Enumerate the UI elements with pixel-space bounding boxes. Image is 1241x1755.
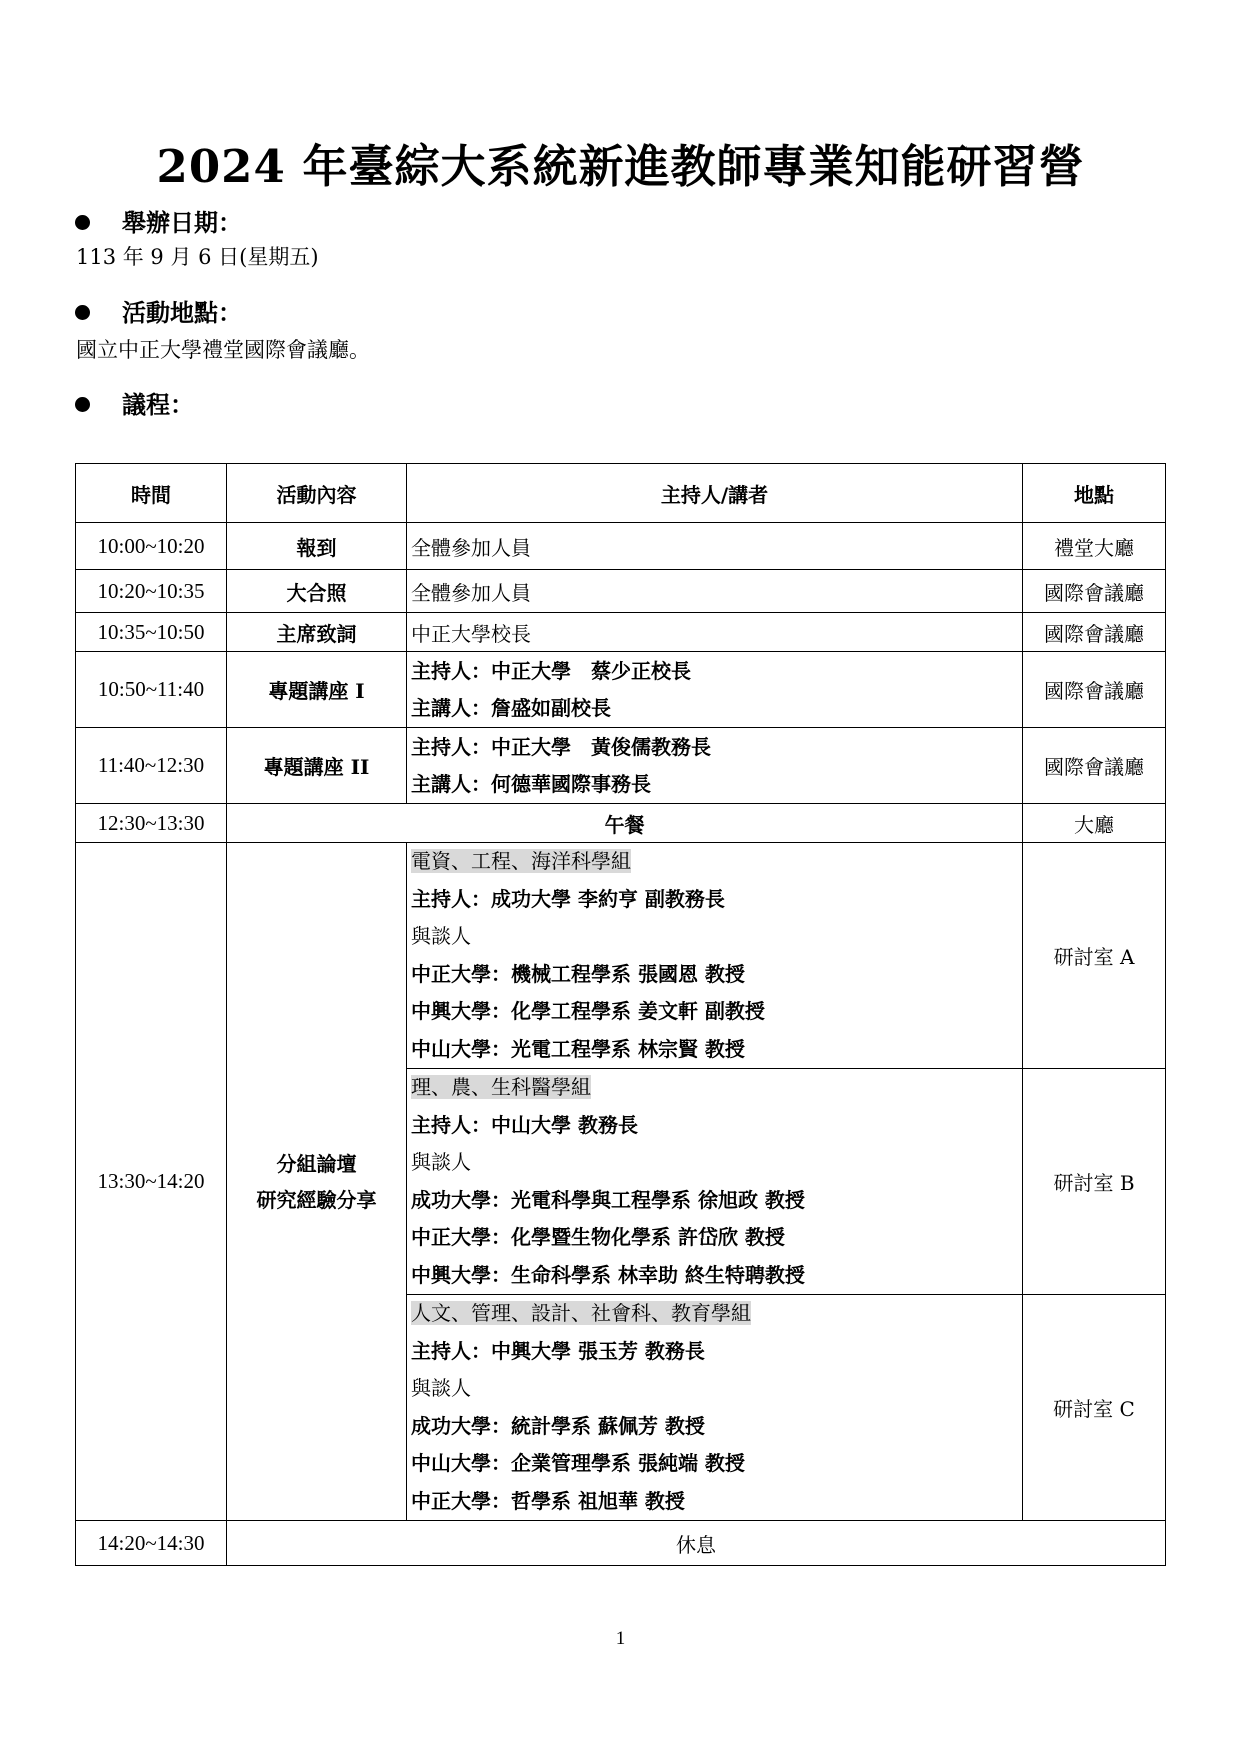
row-activity: 大合照	[227, 570, 407, 613]
row-activity: 休息	[227, 1521, 1166, 1566]
row-time: 12:30~13:30	[76, 804, 227, 843]
table-row	[76, 1521, 1166, 1566]
date-label: 舉辦日期：	[122, 208, 242, 237]
panelist: 中山大學：企業管理學系 張純端 教授	[411, 1451, 745, 1475]
row-activity	[227, 843, 407, 1521]
row-activity: 專題講座 I	[227, 652, 407, 728]
panel-label: 與談人	[411, 1376, 471, 1400]
group-name: 人文、管理、設計、社會科、教育學組	[411, 1301, 751, 1325]
header-host: 主持人/講者	[407, 464, 1023, 523]
activity-line: 研究經驗分享	[256, 1187, 377, 1212]
place-value: 國立中正大學禮堂國際會議廳。	[76, 338, 370, 362]
bullet-icon	[75, 397, 90, 412]
host-line: 主持人：中正大學 黃俊儒教務長	[411, 734, 711, 759]
panelist: 成功大學：統計學系 蘇佩芳 教授	[411, 1413, 705, 1438]
table-row	[76, 804, 1166, 843]
table-row	[76, 523, 1166, 570]
page-title: 2024 年臺綜大系統新進教師專業知能研習營	[156, 140, 1085, 193]
table-row	[76, 843, 1166, 1069]
group-room: 研討室 C	[1023, 1295, 1166, 1521]
panelist: 中正大學：機械工程學系 張國恩 教授	[411, 961, 745, 986]
row-time: 10:00~10:20	[76, 523, 227, 570]
row-activity: 主席致詞	[227, 613, 407, 652]
group-cell	[407, 1295, 1023, 1521]
group-cell	[407, 1069, 1023, 1295]
activity-line: 分組論壇	[276, 1151, 357, 1176]
row-host: 中正大學校長	[407, 613, 1023, 652]
header-time: 時間	[76, 464, 227, 523]
panelist: 中正大學：化學暨生物化學系 許岱欣 教授	[411, 1225, 785, 1249]
panelist: 中正大學：哲學系 祖旭華 教授	[411, 1488, 685, 1513]
panelist: 中興大學：生命科學系 林幸助 終生特聘教授	[411, 1262, 805, 1287]
panelist: 成功大學：光電科學與工程學系 徐旭政 教授	[411, 1187, 805, 1212]
agenda-table	[75, 463, 1166, 1566]
group-host: 主持人：成功大學 李約亨 副教務長	[411, 886, 725, 911]
section-agenda-heading	[75, 385, 194, 420]
bullet-icon	[75, 305, 90, 320]
bullet-icon	[75, 215, 90, 230]
row-time: 10:35~10:50	[76, 613, 227, 652]
table-row	[76, 728, 1166, 804]
row-activity: 報到	[227, 523, 407, 570]
row-time: 10:20~10:35	[76, 570, 227, 613]
section-place-heading	[75, 293, 242, 328]
header-activity: 活動內容	[227, 464, 407, 523]
row-host	[407, 652, 1023, 728]
row-activity: 專題講座 II	[227, 728, 407, 804]
row-place: 國際會議廳	[1023, 652, 1166, 728]
row-time: 10:50~11:40	[76, 652, 227, 728]
panel-label: 與談人	[411, 1150, 471, 1174]
row-host: 全體參加人員	[407, 523, 1023, 570]
row-activity: 午餐	[227, 804, 1023, 843]
group-name: 電資、工程、海洋科學組	[411, 849, 631, 873]
table-row	[76, 613, 1166, 652]
header-place: 地點	[1023, 464, 1166, 523]
table-row	[76, 570, 1166, 613]
row-place: 大廳	[1023, 804, 1166, 843]
group-room: 研討室 A	[1023, 843, 1166, 1069]
group-room: 研討室 B	[1023, 1069, 1166, 1295]
table-header-row	[76, 464, 1166, 523]
row-time: 14:20~14:30	[76, 1521, 227, 1566]
place-label: 活動地點：	[122, 298, 242, 327]
page-number: 1	[615, 1628, 626, 1649]
speaker-line: 主講人：何德華國際事務長	[411, 771, 651, 796]
row-host	[407, 728, 1023, 804]
row-time: 13:30~14:20	[76, 843, 227, 1521]
group-host: 主持人：中興大學 張玉芳 教務長	[411, 1338, 705, 1363]
row-host: 全體參加人員	[407, 570, 1023, 613]
row-place: 國際會議廳	[1023, 613, 1166, 652]
group-name: 理、農、生科醫學組	[411, 1075, 591, 1099]
speaker-line: 主講人：詹盛如副校長	[411, 695, 611, 720]
date-value: 113 年 9 月 6 日(星期五)	[76, 245, 319, 269]
row-place: 國際會議廳	[1023, 570, 1166, 613]
panelist: 中興大學：化學工程學系 姜文軒 副教授	[411, 999, 765, 1023]
row-time: 11:40~12:30	[76, 728, 227, 804]
row-place: 國際會議廳	[1023, 728, 1166, 804]
panel-label: 與談人	[411, 924, 471, 948]
group-host: 主持人：中山大學 教務長	[411, 1112, 638, 1137]
section-date-heading	[75, 203, 242, 238]
agenda-label: 議程：	[122, 390, 194, 419]
host-line: 主持人：中正大學 蔡少正校長	[411, 658, 691, 683]
row-place: 禮堂大廳	[1023, 523, 1166, 570]
group-cell	[407, 843, 1023, 1069]
panelist: 中山大學：光電工程學系 林宗賢 教授	[411, 1036, 745, 1061]
table-row	[76, 652, 1166, 728]
